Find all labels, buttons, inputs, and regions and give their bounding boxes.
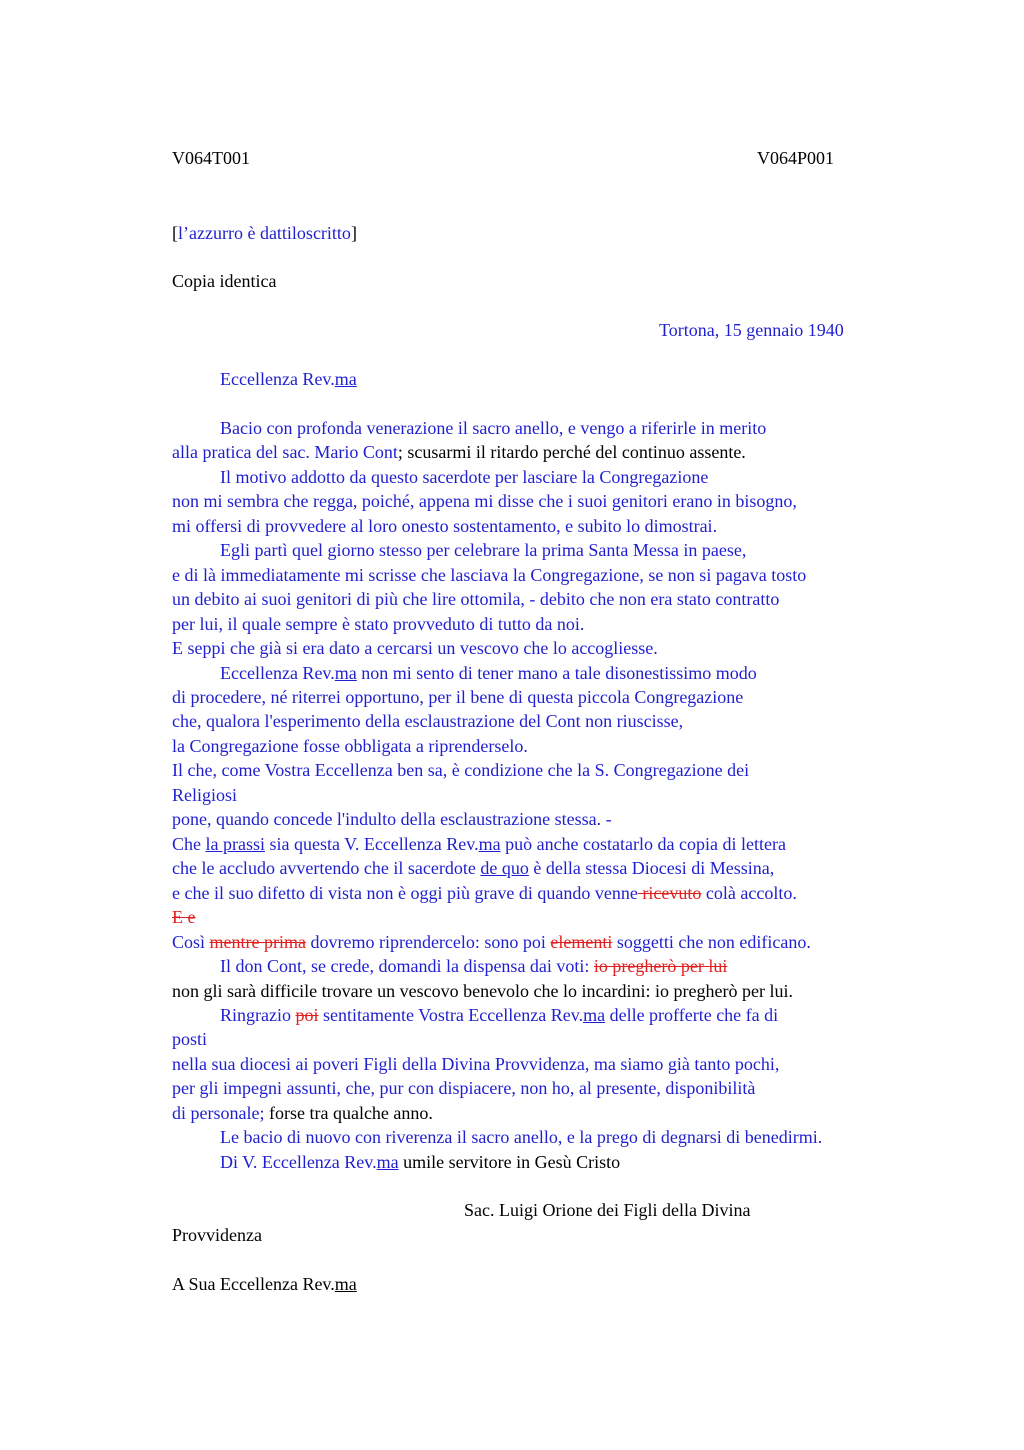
paragraph-line: la Congregazione fosse obbligata a riprenderselo. xyxy=(172,736,528,756)
copy-label: Copia identica xyxy=(172,271,277,291)
paragraph-line: Così mentre prima dovremo riprendercelo: sono poi elementi soggetti che non edificano. xyxy=(172,932,811,952)
paragraph-line: Eccellenza Rev.ma non mi sento di tener mano a tale disonestissimo modo xyxy=(220,663,757,683)
paragraph-line: e di là immediatamente mi scrisse che lasciava la Congregazione, se non si pagava tosto xyxy=(172,565,807,585)
paragraph-line: per lui, il quale sempre è stato provveduto di tutto da noi. xyxy=(172,614,585,634)
paragraph-line: Egli partì quel giorno stesso per celebrare la prima Santa Messa in paese, xyxy=(220,540,747,560)
paragraph-line: un debito ai suoi genitori di più che lire ottomila, - debito che non era stato contratto xyxy=(172,589,780,609)
salutation: Eccellenza Rev.ma xyxy=(220,369,357,389)
paragraph-line: che, qualora l'esperimento della esclaustrazione del Cont non riuscisse, xyxy=(172,711,684,731)
paragraph-line: di procedere, né riterrei opportuno, per il bene di questa piccola Congregazione xyxy=(172,687,744,707)
deleted-text: elementi xyxy=(550,932,613,952)
paragraph-line: alla pratica del sac. Mario Cont; scusarmi il ritardo perché del continuo assente. xyxy=(172,442,746,462)
paragraph-line: non gli sarà difficile trovare un vescovo benevolo che lo incardini: io pregherò per lui. xyxy=(172,981,793,1001)
closing-line: Le bacio di nuovo con riverenza il sacro anello, e la prego di degnarsi di benedirmi. xyxy=(220,1127,823,1147)
document-code-right: V064P001 xyxy=(757,148,835,168)
deleted-text: mentre prima xyxy=(209,932,306,952)
signature: Sac. Luigi Orione dei Figli della Divina xyxy=(464,1200,751,1220)
transcription-note: [l’azzurro è dattiloscritto] xyxy=(172,223,357,243)
paragraph-line: Religiosi xyxy=(172,785,238,805)
paragraph-line: che le accludo avvertendo che il sacerdote de quo è della stessa Diocesi di Messina, xyxy=(172,858,775,878)
paragraph-line: Il don Cont, se crede, domandi la dispensa dai voti: io pregherò per lui xyxy=(220,956,728,976)
paragraph-line: Il motivo addotto da questo sacerdote per lasciare la Congregazione xyxy=(220,467,709,487)
letter-date: Tortona, 15 gennaio 1940 xyxy=(659,320,844,340)
paragraph-line: Ringrazio poi sentitamente Vostra Eccellenza Rev.ma delle profferte che fa di xyxy=(220,1005,779,1025)
signature-continuation: Provvidenza xyxy=(172,1225,262,1245)
deleted-text: E e xyxy=(172,907,196,927)
paragraph-line: nella sua diocesi ai poveri Figli della Divina Provvidenza, ma siamo già tanto pochi, xyxy=(172,1054,780,1074)
deleted-text: poi xyxy=(295,1005,319,1025)
paragraph-line: E seppi che già si era dato a cercarsi un vescovo che lo accogliesse. xyxy=(172,638,658,658)
paragraph-line: e che il suo difetto di vista non è oggi più grave di quando venne ricevuto colà accolto. xyxy=(172,883,797,903)
paragraph-line: per gli impegni assunti, che, pur con dispiacere, non ho, al presente, disponibilità xyxy=(172,1078,756,1098)
paragraph-line: di personale; forse tra qualche anno. xyxy=(172,1103,433,1123)
paragraph-line: Che la prassi sia questa V. Eccellenza Rev.ma può anche costatarlo da copia di lettera xyxy=(172,834,786,854)
paragraph-line: pone, quando concede l'indulto della esclaustrazione stessa. - xyxy=(172,809,612,829)
paragraph-line: Bacio con profonda venerazione il sacro anello, e vengo a riferirle in merito xyxy=(220,418,767,438)
closing-line: Di V. Eccellenza Rev.ma umile servitore in Gesù Cristo xyxy=(220,1152,621,1172)
document-code-left: V064T001 xyxy=(172,148,250,168)
paragraph-line xyxy=(172,906,195,928)
paragraph-line: mi offersi di provvedere al loro onesto sostentamento, e subito lo dimostrai. xyxy=(172,516,718,536)
addressee: A Sua Eccellenza Rev.ma xyxy=(172,1274,357,1294)
paragraph-line: non mi sembra che regga, poiché, appena mi disse che i suoi genitori erano in bisogno, xyxy=(172,491,797,511)
deleted-text: io pregherò per lui xyxy=(593,956,728,976)
paragraph-line: Il che, come Vostra Eccellenza ben sa, è condizione che la S. Congregazione dei xyxy=(172,760,750,780)
deleted-text: ricevuto xyxy=(637,883,702,903)
paragraph-line: posti xyxy=(172,1029,208,1049)
